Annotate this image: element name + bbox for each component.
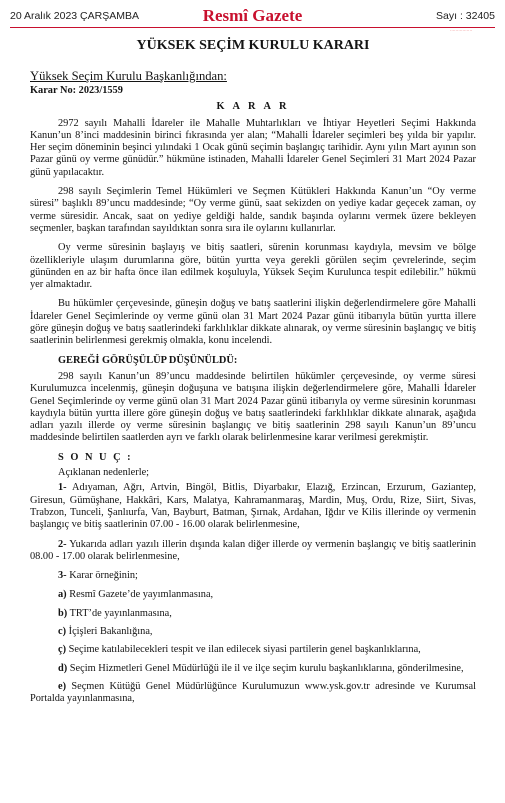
sub-item-label: d) <box>58 662 68 674</box>
sub-item-text: İçişleri Bakanlığına, <box>68 625 153 637</box>
sub-list-item <box>30 681 476 706</box>
paragraph: 298 sayılı Seçimlerin Temel Hükümleri ve Seçmen Kütükleri Hakkında Kanun’un “Oy verme süresi” başlıklı 89’uncu maddesinde; “Oy verme günü, saat sekizden on yediye kadar geçecek zaman, oy verme süresidir. Ancak, saat on yediye geldiği halde, sandık başında oylarını vermek üzere bekleyen seçmenler, başkan tarafından sayıldıktan sonra sıra ile oylarını kullanırlar. <box>30 186 476 234</box>
list-item <box>30 482 476 531</box>
paragraph: 298 sayılı Kanun’un 89’uncu maddesinde belirtilen hükümler çerçevesinde, oy verme süresi Kurulumuzca incelenmiş, güneşin doğuşuna ve batışına ilişkin değerlendirmelere göre, Mahalli İdareler Genel Seçimlerinde oy verme günü olan 31 Mart 2024 Pazar günü itibarıyla oy verme süresinin korunması kaydıyla bütün yurtta illere göre güneşin doğuş ve batış saatlerindeki farklılıklar dikkate alınarak, aşağıda adları yazılı illerde oy verme süresinin başlangıç ve bitiş saatlerinin 298 sayılı Kanun’un 89’uncu maddesinde belirtilen saatlerden ayrı ve farklı olarak belirlenmesine karar verilmesi gerekmiştir. <box>30 370 476 444</box>
sub-item-text: Seçmen Kütüğü Genel Müdürlüğünce Kurulumuzun www.ysk.gov.tr adresinde ve Kurumsal Portalda yayınlanmasına, <box>30 680 476 705</box>
document-body <box>30 38 476 711</box>
sub-item-label: e) <box>58 680 67 692</box>
item-number: 2- <box>58 538 67 550</box>
list-item <box>30 570 476 582</box>
item-text: Karar örneğinin; <box>69 570 138 582</box>
sonuc-intro: Açıklanan nedenlerle; <box>58 467 150 479</box>
header-divider <box>10 27 495 28</box>
karar-heading: K A R A R <box>216 101 290 113</box>
sub-list-item <box>30 589 476 601</box>
sub-list-item <box>30 608 476 620</box>
item-text: Yukarıda adları yazılı illerin dışında kalan diğer illerde oy vermenin başlangıç ve bitiş saatlerinin 08.00 - 17.00 olarak belirlenmesine, <box>30 538 476 562</box>
sub-list-item <box>30 663 476 675</box>
paragraph: Bu hükümler çerçevesinde, güneşin doğuş ve batış saatlerini ilişkin değerlendirmelere göre Mahalli İdareler Genel Seçimlerinde oy verme günü olan 31 Mart 2024 Pazar günü itibarıyla bütün yurtta illere göre güneşin doğuş ve batış saatlerindeki farklılıklar dikkate alınarak, oy verme süresinin başlangıç ve bitiş saatlerinin belirlenmesi gerekmiş olmakla, konu incelendi. <box>30 298 476 347</box>
item-number: 3- <box>58 570 67 582</box>
sonuc-heading: S O N U Ç : <box>58 451 133 463</box>
sub-item-label: a) <box>58 589 67 601</box>
document-title: YÜKSEK SEÇİM KURULU KARARI <box>136 38 370 53</box>
sub-item-label: b) <box>58 607 68 619</box>
sub-item-label: ç) <box>58 644 67 656</box>
issue-number: Sayı : 32405 <box>436 10 495 22</box>
issue-date: 20 Aralık 2023 ÇARŞAMBA <box>10 10 139 22</box>
paragraph: Oy verme süresinin başlayış ve bitiş saatleri, sürenin korunması kaydıyla, mevsim ve bölge özellikleriyle ulaşım durumlarına göre, bütün yurtta veya gerekli görülen seçim çevrelerinde, seçim gününden en az bir hafta önce ilan edilmek koşuluyla, Yüksek Seçim Kurulunca tespit edilebilir.” hükmü yer almaktadır. <box>30 242 476 291</box>
decision-number: Karar No: 2023/1559 <box>30 85 123 96</box>
item-text: Adıyaman, Ağrı, Artvin, Bingöl, Bitlis, Diyarbakır, Elazığ, Erzincan, Erzurum, Gaziantep, Giresun, Gümüşhane, Hakkâri, Kars, Malatya, Kahramanmaraş, Mardin, Muş, Ordu, Rize, Siirt, Sivas, Trabzon, Tunceli, Şanlıurfa, Van, Bayburt, Batman, Şırnak, Ardahan, Iğdır ve Kilis illerinde oy vermenin başlangıç ve bitiş saatlerinin 07.00 - 16.00 olarak belirlenmesine, <box>30 482 476 531</box>
sub-item-text: TRT’de yayınlanmasına, <box>69 607 172 619</box>
gazette-header <box>0 6 505 28</box>
item-number: 1- <box>58 482 67 494</box>
gazette-brand[interactable]: Resmî Gazete <box>202 6 303 25</box>
sub-item-text: Resmî Gazete’de yayımlanmasına, <box>69 589 214 601</box>
geregi-heading: GEREĞİ GÖRÜŞÜLÜP DÜŞÜNÜLDÜ: <box>58 354 238 366</box>
sub-item-label: c) <box>58 625 67 637</box>
addressee: Yüksek Seçim Kurulu Başkanlığından: <box>30 69 227 83</box>
header-stamp: ................ <box>450 27 473 33</box>
sub-list-item <box>30 644 476 656</box>
sub-list-item <box>30 626 476 638</box>
sub-item-text: Seçime katılabilecekleri tespit ve ilan edilecek siyasi partilerin genel başkanlıklarına, <box>68 644 421 656</box>
paragraph: 2972 sayılı Mahalli İdareler ile Mahalle Muhtarlıkları ve İhtiyar Heyetleri Seçimi Hakkında Kanun’un 8’inci maddesinin birinci fıkrasında yer alan; “Mahalli İdareler seçimleri beş yılda bir yapılır. Her seçim döneminin beşinci yılındaki 1 Ocak günü seçimin başlangıç tarihidir. Aynı yılın Mart ayının son Pazar günü oy verme günüdür.” hükmüne istinaden, Mahalli İdareler Genel Seçimleri 31 Mart 2024 Pazar günü yapılacaktır. <box>30 117 476 178</box>
sub-item-text: Seçim Hizmetleri Genel Müdürlüğü ile il ve ilçe seçim kurulu başkanlıklarına, gönderilmesine, <box>69 662 464 674</box>
list-item <box>30 539 476 564</box>
